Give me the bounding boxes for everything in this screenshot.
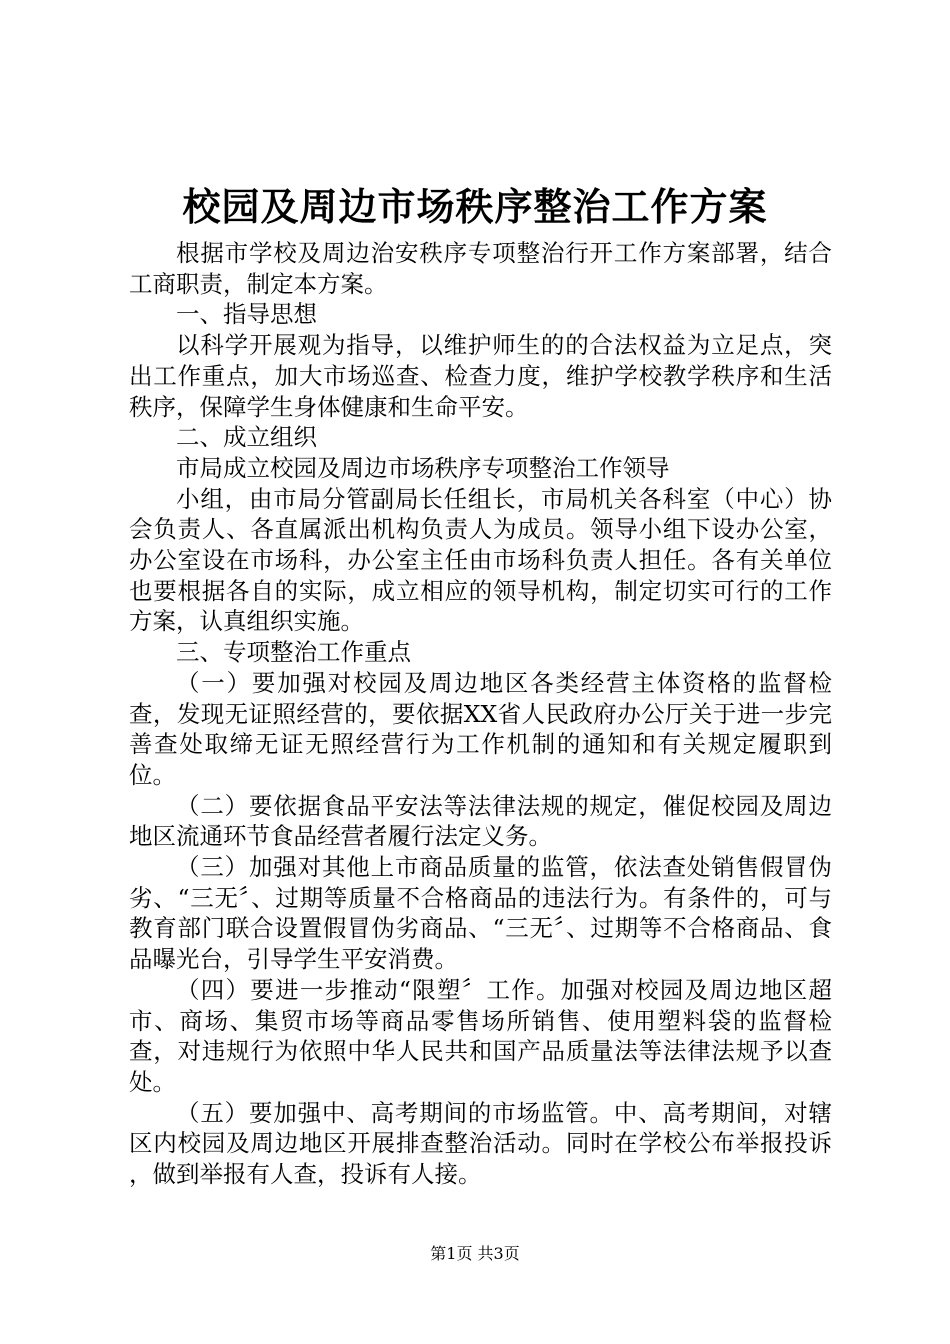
heading-guiding-ideology: 一、指导思想 <box>176 300 317 329</box>
paragraph-intro: 根据市学校及周边治安秩序专项整治行开工作方案部署，结合工商职责，制定本方案。 <box>129 239 832 298</box>
paragraph-organization-2: 小组，由市局分管副局长任组长，市局机关各科室（中心）协会负责人、各直属派出机构负责人为成员。领导小组下设办公室，办公室设在市场科，办公室主任由市场科负责人担任。各有关单位也要根据各自的实际，成立相应的领导机构，制定切实可行的工作方案，认真组织实施。 <box>129 484 832 636</box>
heading-organization: 二、成立组织 <box>176 423 317 452</box>
paragraph-task-2: （二）要依据食品平安法等法律法规的规定，催促校园及周边地区流通环节食品经营者履行法定义务。 <box>129 791 832 851</box>
paragraph-task-4: （四）要进一步推动“限塑〞工作。加强对校园及周边地区超市、商场、集贸市场等商品零售场所销售、使用塑料袋的监督检查，对违规行为依照中华人民共和国产品质量法等法律法规予以查处。 <box>129 975 832 1096</box>
paragraph-organization-1: 市局成立校园及周边市场秩序专项整治工作领导 <box>176 453 670 482</box>
heading-key-tasks: 三、专项整治工作重点 <box>176 638 411 667</box>
paragraph-task-3: （三）加强对其他上市商品质量的监管，依法查处销售假冒伪劣、“三无〞、过期等质量不合格商品的违法行为。有条件的，可与教育部门联合设置假冒伪劣商品、“三无〞、过期等不合格商品、食品曝光台，引导学生平安消费。 <box>129 853 832 974</box>
paragraph-guiding-ideology: 以科学开展观为指导，以维护师生的的合法权益为立足点，突出工作重点，加大市场巡查、检查力度，维护学校教学秩序和生活秩序，保障学生身体健康和生命平安。 <box>129 331 832 421</box>
paragraph-task-1: （一）要加强对校园及周边地区各类经营主体资格的监督检查，发现无证照经营的，要依据XX省人民政府办公厅关于进一步完善查处取缔无证无照经营行为工作机制的通知和有关规定履职到位。 <box>129 668 832 789</box>
paragraph-task-5: （五）要加强中、高考期间的市场监管。中、高考期间，对辖区内校园及周边地区开展排查整治活动。同时在学校公布举报投诉 ，做到举报有人查，投诉有人接。 <box>129 1098 879 1189</box>
page-number-footer: 第1页 共3页 <box>430 1244 520 1263</box>
document-body <box>129 238 879 1190</box>
document-title: 校园及周边市场秩序整治工作方案 <box>182 184 768 229</box>
